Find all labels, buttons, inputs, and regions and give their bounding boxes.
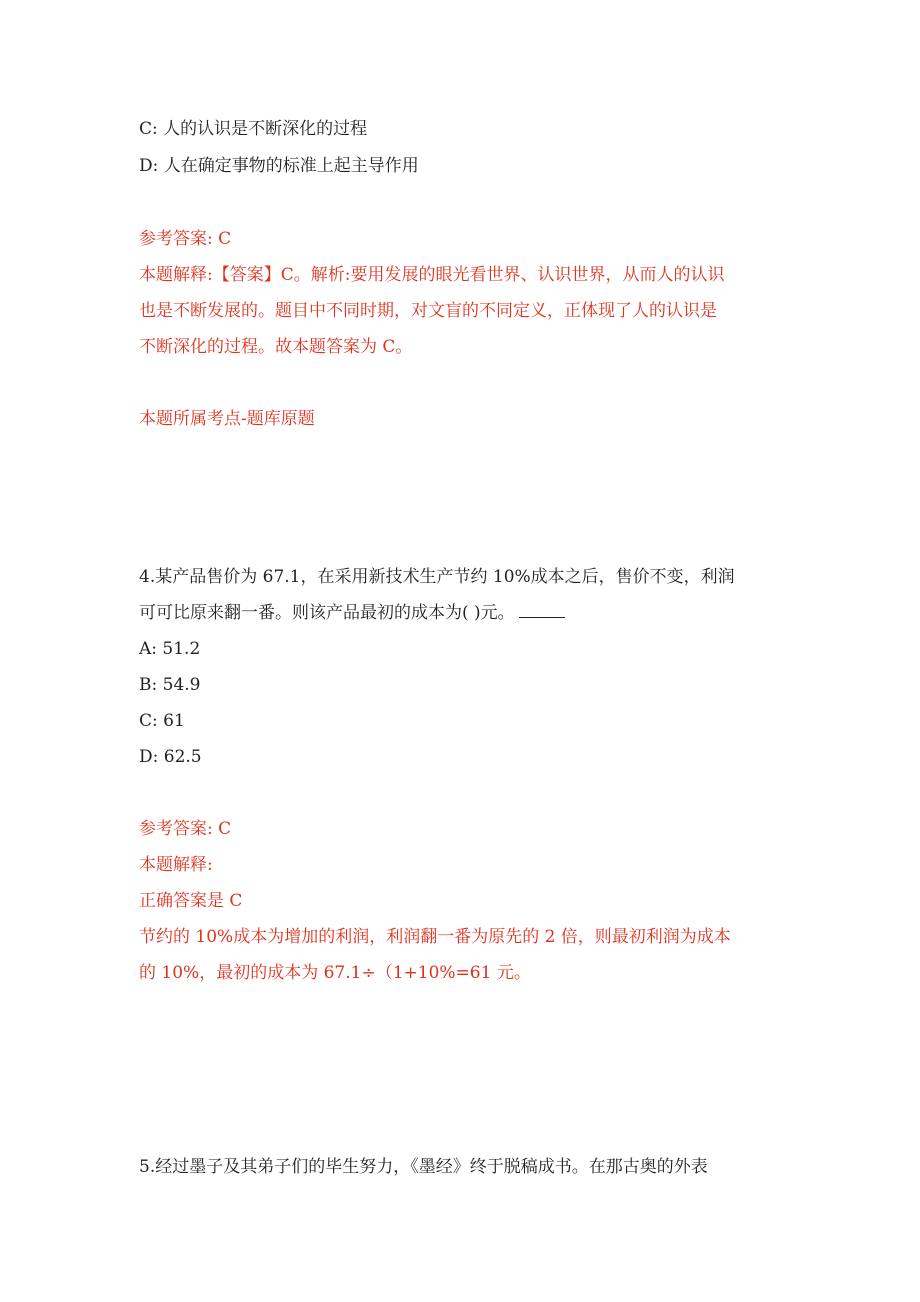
q4-option-a: A: 51.2 (139, 639, 201, 659)
q4-answer: 参考答案: C (139, 819, 232, 839)
q4-stem-line-1: 4.某产品售价为 67.1，在采用新技术生产节约 10%成本之后，售价不变，利润 (139, 567, 735, 587)
q3-option-d: D: 人在确定事物的标准上起主导作用 (139, 156, 419, 176)
q4-option-b: B: 54.9 (139, 675, 201, 695)
q3-option-c: C: 人的认识是不断深化的过程 (139, 119, 368, 139)
q5-stem-line-1: 5.经过墨子及其弟子们的毕生努力，《墨经》终于脱稿成书。在那古奥的外表 (139, 1157, 708, 1177)
q3-explanation-line-1: 本题解释:【答案】C。解析:要用发展的眼光看世界、认识世界，从而人的认识 (139, 265, 725, 285)
q4-option-c: C: 61 (139, 711, 185, 731)
answer-blank (519, 603, 565, 618)
q4-explanation-line-1: 节约的 10%成本为增加的利润，利润翻一番为原先的 2 倍，则最初利润为成本 (139, 927, 731, 947)
q3-explanation-line-3: 不断深化的过程。故本题答案为 C。 (139, 337, 413, 357)
q4-explanation-line-2: 的 10%，最初的成本为 67.1÷（1+10%=61 元。 (139, 963, 531, 983)
q4-explanation-label: 本题解释: (139, 855, 213, 875)
q3-topic: 本题所属考点-题库原题 (139, 409, 315, 429)
q3-explanation-line-2: 也是不断发展的。题目中不同时期，对文盲的不同定义，正体现了人的认识是 (139, 301, 717, 321)
q4-stem-line-2 (139, 602, 565, 624)
q3-answer: 参考答案: C (139, 229, 232, 249)
q4-correct-answer: 正确答案是 C (139, 891, 243, 911)
q4-stem-text: 可可比原来翻一番。则该产品最初的成本为( )元。 (139, 603, 515, 623)
q4-option-d: D: 62.5 (139, 747, 202, 767)
